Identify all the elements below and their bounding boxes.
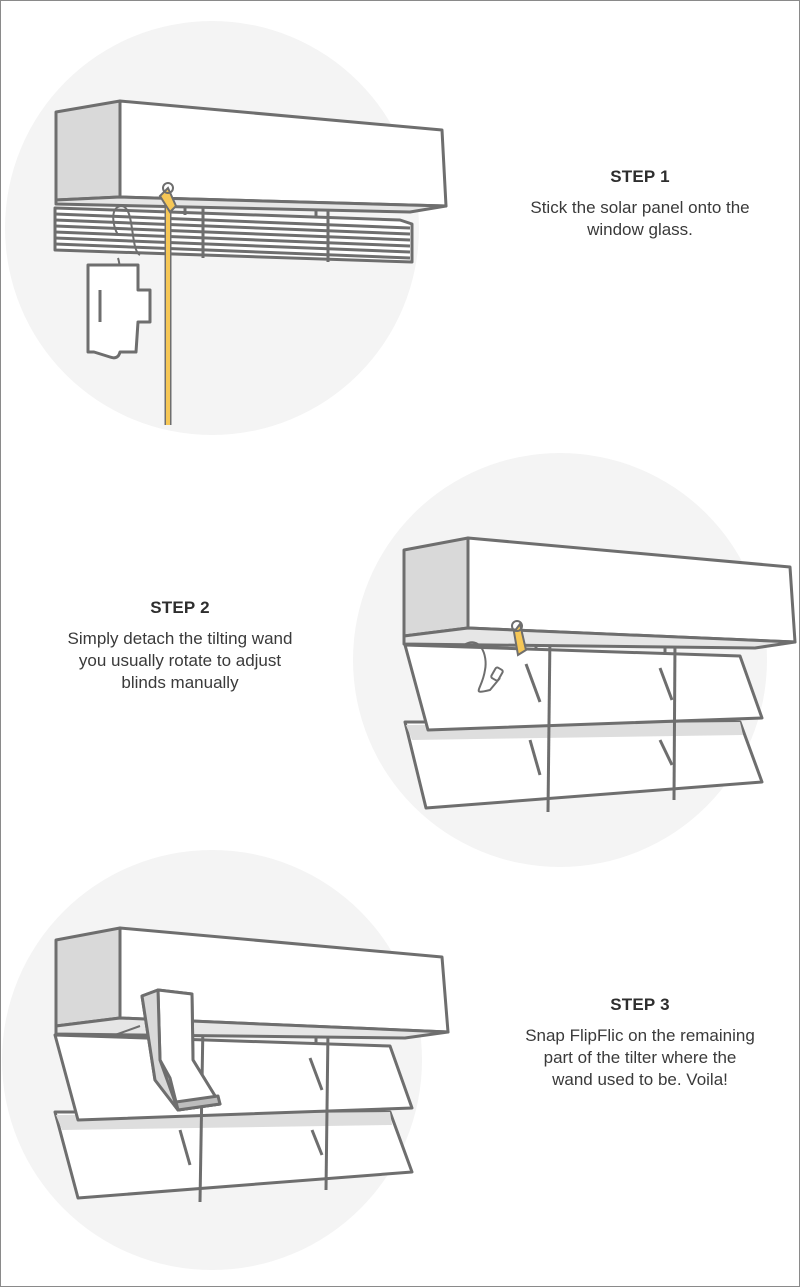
step-1-description <box>495 197 785 241</box>
step-3-illustration <box>0 840 460 1287</box>
step-2-description <box>40 628 320 694</box>
step-1-line-1: Stick the solar panel onto the <box>530 198 750 217</box>
step-2-illustration <box>340 450 800 880</box>
step-3-description <box>495 1025 785 1091</box>
step-2 <box>40 598 320 694</box>
step-1-illustration <box>0 0 460 450</box>
step-1-line-2: window glass. <box>587 220 693 239</box>
step-2-line-1: Simply detach the tilting wand <box>67 629 293 648</box>
step-1 <box>495 167 785 241</box>
step-1-title: STEP 1 <box>610 167 670 186</box>
step-3-line-2: part of the tilter where the <box>543 1048 737 1067</box>
blinds-with-detached-wand-icon <box>340 450 800 880</box>
step-3 <box>495 995 785 1091</box>
blinds-with-flipflic-device-icon <box>0 840 460 1287</box>
step-2-line-3: blinds manually <box>121 673 239 692</box>
step-3-line-1: Snap FlipFlic on the remaining <box>525 1026 755 1045</box>
step-2-title: STEP 2 <box>150 598 210 617</box>
step-2-line-2: you usually rotate to adjust <box>78 651 282 670</box>
step-3-title: STEP 3 <box>610 995 670 1014</box>
step-3-line-3: wand used to be. Voila! <box>552 1070 728 1089</box>
blinds-with-solar-panel-and-wand-icon <box>0 0 460 450</box>
